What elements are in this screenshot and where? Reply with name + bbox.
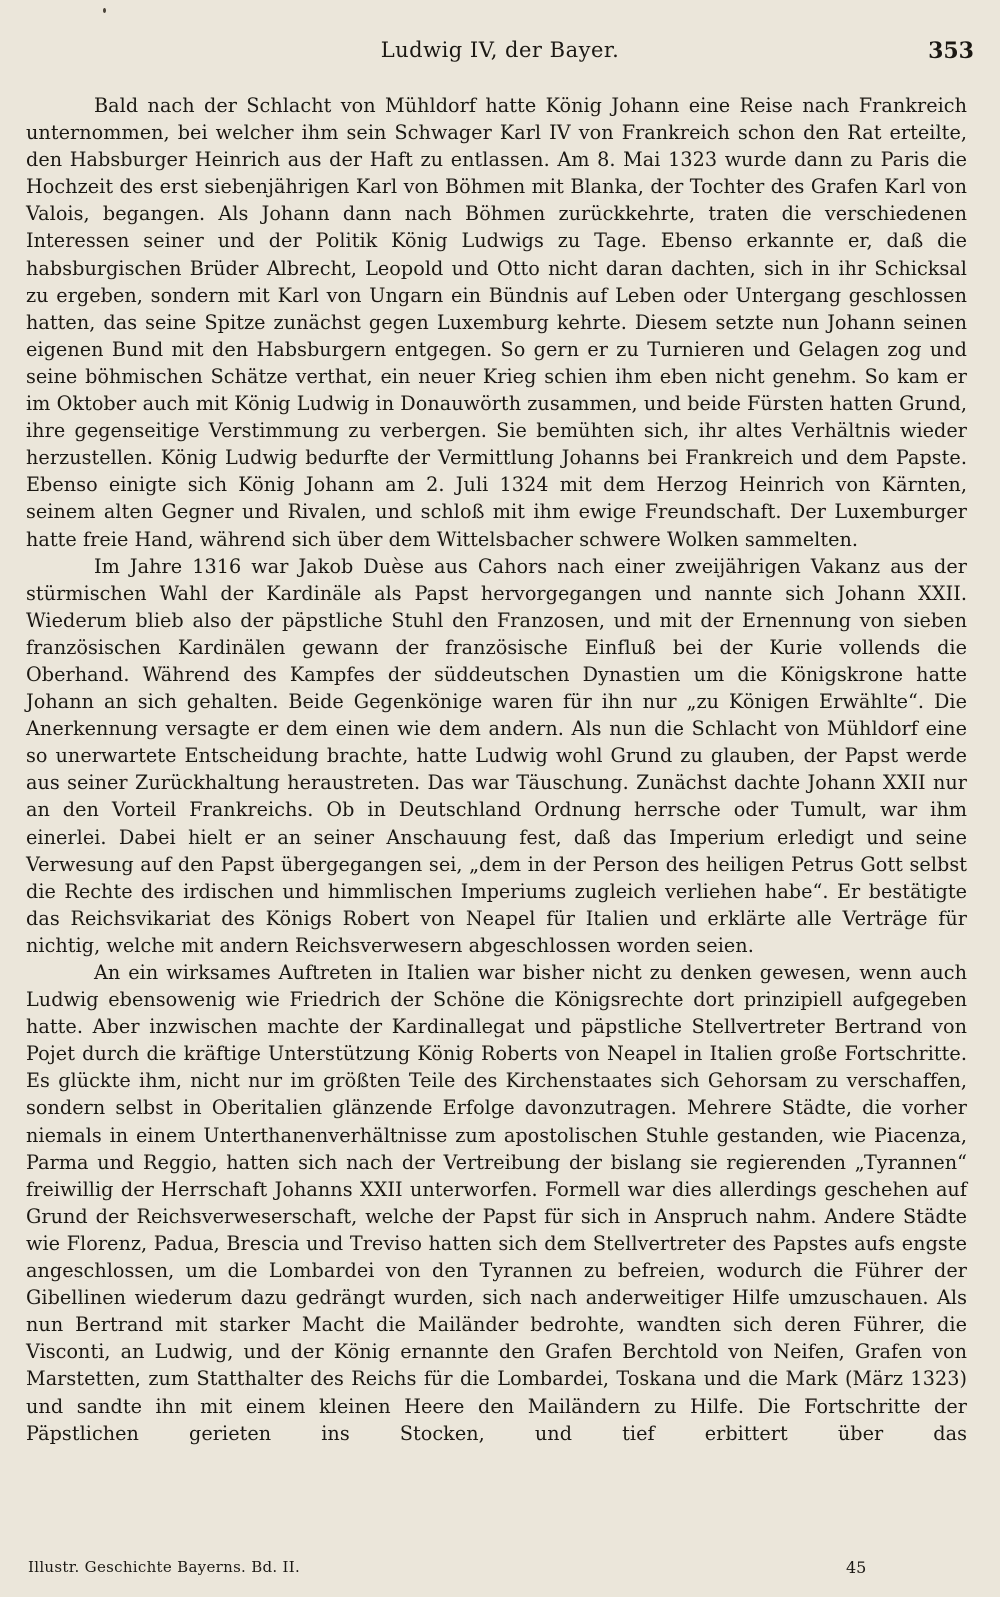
running-head: Ludwig IV, der Bayer. xyxy=(380,38,620,62)
page-number: 353 xyxy=(928,38,974,64)
body-text xyxy=(26,92,967,1447)
printer-signature: Illustr. Geschichte Bayerns. Bd. II. xyxy=(28,1558,301,1576)
paragraph-3: An ein wirksames Auftreten in Italien war bisher nicht zu denken gewesen, wenn auch Ludwig ebensowenig wie Friedrich der Schöne die Königsrechte dort prinzipiell aufgegeben hatte. Aber inzwischen machte der Kardinallegat und päpstliche Stellvertreter Bertrand von Pojet durch die kräftige Unterstützung König Roberts von Neapel in Italien große Fortschritte. Es glückte ihm, nicht nur im größten Teile des Kirchenstaates sich Gehorsam zu verschaffen, sondern selbst in Oberitalien glänzende Erfolge davonzutragen. Mehrere Städte, die vorher niemals in einem Unterthanenverhältnisse zum apostolischen Stuhle gestanden, wie Piacenza, Parma und Reggio, hatten sich nach der Vertreibung der bislang sie regierenden „Tyrannen“ freiwillig der Herrschaft Johanns XXII unterworfen. Formell war dies allerdings geschehen auf Grund der Reichsverweserschaft, welche der Papst für sich in Anspruch nahm. Andere Städte wie Florenz, Padua, Brescia und Treviso hatten sich dem Stellvertreter des Papstes aufs engste angeschlossen, um die Lombardei von den Tyrannen zu befreien, wodurch die Führer der Gibellinen wiederum dazu gedrängt wurden, sich nach anderweitiger Hilfe umzuschauen. Als nun Bertrand mit starker Macht die Mailänder bedrohte, wandten sich deren Führer, die Visconti, an Ludwig, und der König ernannte den Grafen Berchtold von Neifen, Grafen von Marstetten, zum Statthalter des Reichs für die Lombardei, Toskana und die Mark (März 1323) und sandte ihn mit einem kleinen Heere den Mailändern zu Hilfe. Die Fortschritte der Päpstlichen gerieten ins Stocken, und tief erbittert über das xyxy=(26,961,967,1445)
page-footer xyxy=(28,1558,868,1584)
paragraph-2: Im Jahre 1316 war Jakob Duèse aus Cahors nach einer zweijährigen Vakanz aus der stürmischen Wahl der Kardinäle als Papst hervorgegangen und nannte sich Johann XXII. Wiederum blieb also der päpstliche Stuhl den Franzosen, und mit der Ernennung von sieben französischen Kardinälen gewann der französische Einfluß bei der Kurie vollends die Oberhand. Während des Kampfes der süddeutschen Dynastien um die Königskrone hatte Johann an sich gehalten. Beide Gegenkönige waren für ihn nur „zu Königen Erwählte“. Die Anerkennung versagte er dem einen wie dem andern. Als nun die Schlacht von Mühldorf eine so unerwartete Entscheidung brachte, hatte Ludwig wohl Grund zu glauben, der Papst werde aus seiner Zurückhaltung heraustreten. Das war Täuschung. Zunächst dachte Johann XXII nur an den Vorteil Frankreichs. Ob in Deutschland Ordnung herrsche oder Tumult, war ihm einerlei. Dabei hielt er an seiner Anschauung fest, daß das Imperium erledigt und seine Verwesung auf den Papst übergegangen sei, „dem in der Person des heiligen Petrus Gott selbst die Rechte des irdischen und himmlischen Imperiums zugleich verliehen habe“. Er bestätigte das Reichsvikariat des Königs Robert von Neapel für Italien und erklärte alle Verträge für nichtig, welche mit andern Reichsverwesern abgeschlossen worden seien. xyxy=(26,554,967,957)
page-header xyxy=(24,38,976,74)
paragraph-1: Bald nach der Schlacht von Mühldorf hatte König Johann eine Reise nach Frankreich unternommen, bei welcher ihm sein Schwager Karl IV von Frankreich schon den Rat erteilte, den Habsburger Heinrich aus der Haft zu entlassen. Am 8. Mai 1323 wurde dann zu Paris die Hochzeit des erst siebenjährigen Karl von Böhmen mit Blanka, der Tochter des Grafen Karl von Valois, begangen. Als Johann dann nach Böhmen zurückkehrte, traten die verschiedenen Interessen seiner und der Politik König Ludwigs zu Tage. Ebenso erkannte er, daß die habsburgischen Brüder Albrecht, Leopold und Otto nicht daran dachten, sich in ihr Schicksal zu ergeben, sondern mit Karl von Ungarn ein Bündnis auf Leben oder Untergang geschlossen hatten, das seine Spitze zunächst gegen Luxemburg kehrte. Diesem setzte nun Johann seinen eigenen Bund mit den Habsburgern entgegen. So gern er zu Turnieren und Gelagen zog und seine böhmischen Schätze verthat, ein neuer Krieg schien ihm eben nicht genehm. So kam er im Oktober auch mit König Ludwig in Donauwörth zusammen, und beide Fürsten hatten Grund, ihre gegenseitige Verstimmung zu verbergen. Sie bemühten sich, ihr altes Verhältnis wieder herzustellen. König Ludwig bedurfte der Vermittlung Johanns bei Frankreich und dem Papste. Ebenso einigte sich König Johann am 2. Juli 1324 mit dem Herzog Heinrich von Kärnten, seinem alten Gegner und Rivalen, und schloß mit ihm ewige Freundschaft. Der Luxemburger hatte freie Hand, während sich über dem Wittelsbacher schwere Wolken sammelten. xyxy=(26,94,967,551)
print-speck xyxy=(103,8,106,13)
sheet-number: 45 xyxy=(846,1558,867,1577)
